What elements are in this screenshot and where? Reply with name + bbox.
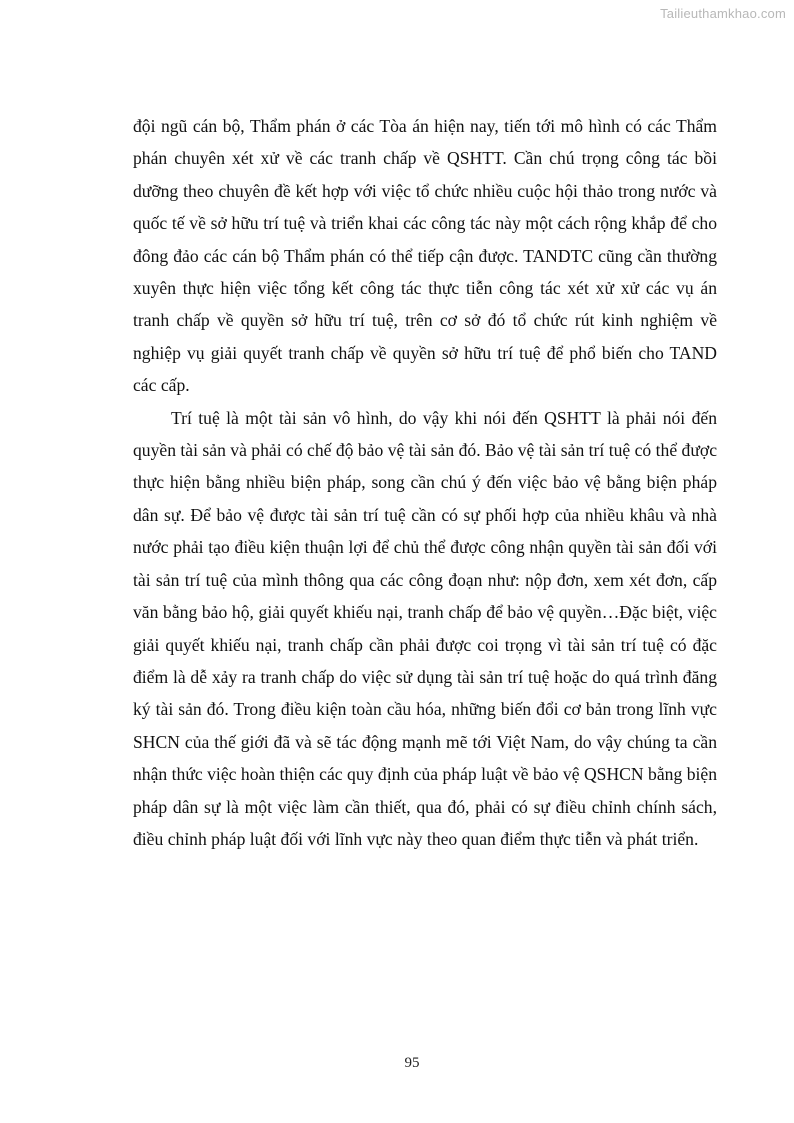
paragraph-intellectual-property: Trí tuệ là một tài sản vô hình, do vậy khi nói đến QSHTT là phải nói đến quyền tài sản và phải có chế độ bảo vệ tài sản đó. Bảo vệ tài sản trí tuệ có thể được thực hiện bằng nhiều biện pháp, song cần chú ý đến việc bảo vệ bằng biện pháp dân sự. Để bảo vệ được tài sản trí tuệ cần có sự phối hợp của nhiều khâu và nhà nước phải tạo điều kiện thuận lợi để chủ thể được công nhận quyền tài sản đối với tài sản trí tuệ của mình thông qua các công đoạn như: nộp đơn, xem xét đơn, cấp văn bằng bảo hộ, giải quyết khiếu nại, tranh chấp để bảo vệ quyền…Đặc biệt, việc giải quyết khiếu nại, tranh chấp cần phải được coi trọng vì tài sản trí tuệ có đặc điểm là dễ xảy ra tranh chấp do việc sử dụng tài sản trí tuệ hoặc do quá trình đăng ký tài sản đó. Trong điều kiện toàn cầu hóa, những biến đổi cơ bản trong lĩnh vực SHCN của thế giới đã và sẽ tác động mạnh mẽ tới Việt Nam, do vậy chúng ta cần nhận thức việc hoàn thiện các quy định của pháp luật về bảo vệ QSHCN bằng biện pháp dân sự là một việc làm cần thiết, qua đó, phải có sự điều chỉnh chính sách, điều chỉnh pháp luật đối với lĩnh vực này theo quan điểm thực tiễn và phát triển. [133,407,717,849]
page-body [133,110,717,855]
page-number: 95 [404,1055,420,1071]
watermark: Tailieuthamkhao.com [660,6,786,21]
paragraph-continuation: đội ngũ cán bộ, Thẩm phán ở các Tòa án hiện nay, tiến tới mô hình có các Thẩm phán chuyên xét xử về các tranh chấp về QSHTT. Cần chú trọng công tác bồi dưỡng theo chuyên đề kết hợp với việc tổ chức nhiều cuộc hội thảo trong nước và quốc tế về sở hữu trí tuệ và triển khai các công tác này một cách rộng khắp để cho đông đảo các cán bộ Thẩm phán có thể tiếp cận được. TANDTC cũng cần thường xuyên thực hiện việc tổng kết công tác thực tiễn công tác xét xử xử các vụ án tranh chấp về quyền sở hữu trí tuệ, trên cơ sở đó tổ chức rút kinh nghiệm về nghiệp vụ giải quyết tranh chấp về quyền sở hữu trí tuệ để phổ biến cho TAND các cấp. [133,116,717,396]
